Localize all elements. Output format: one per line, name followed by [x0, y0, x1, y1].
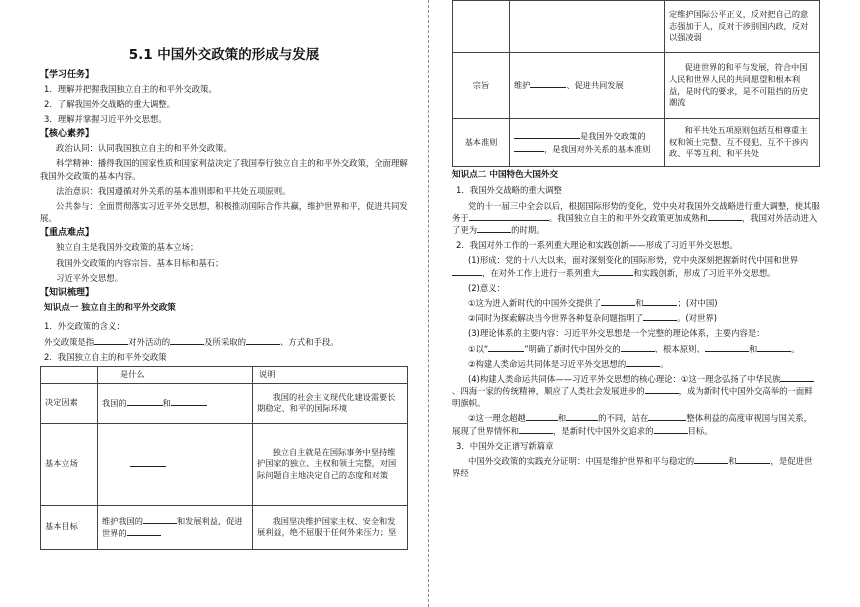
text-fragment: ①这为进入新时代的中国外交提供了	[467, 297, 602, 308]
paragraph	[452, 455, 820, 479]
table-row	[41, 423, 408, 505]
fill-blank[interactable]	[757, 343, 791, 352]
paragraph: (2)意义：	[467, 282, 505, 293]
row-label: 决定因素	[41, 383, 98, 423]
text-fragment: ，是我国对外关系的基本准则	[544, 143, 651, 154]
row-label: 宗旨	[453, 53, 510, 119]
text-fragment: 外交政策是指	[44, 336, 95, 347]
fill-blank[interactable]	[519, 425, 553, 434]
fill-blank[interactable]	[469, 212, 549, 221]
text-fragment: 对外活动的	[128, 336, 171, 347]
subsection-1: 1．我国外交战略的重大调整	[456, 185, 562, 196]
fill-blank[interactable]	[566, 412, 598, 421]
text-fragment: ②同时为探索解决当今世界各种复杂问题指明了	[467, 313, 643, 324]
text-fragment: 、四海一家的传统精神，顺应了人类社会发展进步的	[452, 386, 645, 397]
fill-blank[interactable]	[526, 412, 558, 421]
header-label: 是什么	[120, 369, 145, 380]
row-what	[510, 53, 665, 119]
fill-blank[interactable]	[643, 297, 677, 306]
literacy-item: 科学精神：播得我国的国家性质和国家利益决定了我国奉行独立自主的和平外交政策，全面理解我国外交政策的基本内容。	[40, 158, 408, 181]
text-fragment: 和实践创新，形成了习近平外交思想。	[633, 267, 776, 278]
fill-blank[interactable]	[645, 385, 679, 394]
column-divider	[428, 0, 429, 607]
row-label: 基本目标	[41, 505, 98, 549]
subsection-3: 3．中国外交正谱写新篇章	[456, 440, 554, 451]
text-fragment: 和	[748, 343, 758, 354]
fill-blank[interactable]	[127, 397, 163, 406]
text-fragment: 和	[635, 297, 644, 308]
row-label	[453, 1, 510, 53]
text-fragment: (1)形成：党的十八大以来，面对深刻变化的国际形势，党中央深刻把握新时代中国和世界	[467, 255, 799, 266]
page-title: 5.1 中国外交政策的形成与发展	[128, 47, 320, 63]
paragraph	[452, 373, 820, 410]
row-what	[98, 423, 253, 505]
knowledge-point-2-title: 知识点二 中国特色大国外交	[452, 170, 559, 180]
fill-blank[interactable]	[171, 397, 207, 406]
fill-blank[interactable]	[170, 336, 204, 345]
table-row	[453, 53, 820, 119]
paragraph	[452, 297, 820, 309]
table-row	[453, 1, 820, 53]
fill-blank[interactable]	[514, 143, 544, 152]
keypoint-item: 习近平外交思想。	[55, 272, 123, 283]
fill-blank[interactable]	[736, 455, 770, 464]
text-fragment: ①以“	[467, 343, 489, 354]
text-fragment: 和	[728, 456, 737, 467]
left-column	[40, 0, 408, 550]
knowledge-point-1-title: 知识点一 独立自主的和平外交政策	[44, 303, 176, 313]
text-fragment: ，成为新时代中国外交高举的一面鲜明旗帜。	[452, 386, 813, 409]
fill-blank[interactable]	[599, 267, 633, 276]
fill-blank[interactable]	[127, 527, 161, 536]
text-fragment: ；(对中国)	[677, 297, 718, 308]
paragraph	[452, 412, 820, 436]
keypoint-item: 独立自主是我国外交政策的基本立场；	[55, 242, 199, 253]
fill-blank[interactable]	[530, 79, 566, 88]
text-fragment: 。我国独立自主的和平外交政策更加成熟和	[548, 212, 708, 223]
paragraph: (3)理论体系的主要内容：习近平外交思想是一个完整的理论体系，主要内容是：	[467, 328, 765, 339]
text-fragment: 。	[791, 343, 800, 354]
fill-blank[interactable]	[488, 343, 524, 352]
text-fragment: 。	[660, 358, 669, 369]
question-1-text	[40, 336, 408, 348]
text-fragment: 和发展利益，促进世界的	[102, 515, 243, 539]
paragraph	[452, 312, 820, 324]
question-1-label: 1．外交政策的含义：	[44, 321, 125, 332]
section-core-literacy: 【核心素养】	[40, 129, 95, 140]
literacy-item: 公共参与：全面贯彻落实习近平外交思想，积极推动国际合作共赢，维护世界和平，促进共同发展。	[40, 200, 408, 224]
text-fragment: 、促进共同发展	[566, 80, 624, 91]
fill-blank[interactable]	[246, 336, 280, 345]
paragraph	[452, 358, 820, 370]
section-learning-tasks: 【学习任务】	[40, 69, 95, 80]
paragraph	[452, 343, 820, 355]
right-column	[452, 0, 820, 482]
literacy-item: 政治认同：认同我国独立自主的和平外交政策。	[55, 143, 232, 154]
text-fragment: ，我国对外活动进入了更为	[452, 212, 818, 236]
text-fragment: 及所采取的	[204, 336, 246, 347]
table-header-what	[98, 367, 253, 384]
text-fragment: 的不同，站在	[598, 413, 649, 424]
fill-blank[interactable]	[621, 343, 655, 352]
text-fragment: 维护我国的	[102, 515, 143, 526]
text-fragment: ”明确了新时代中国外交的	[524, 343, 621, 354]
row-desc: 我国坚决维护国家主权、安全和发展利益，绝不屈服于任何外来压力；坚	[253, 505, 408, 549]
text-fragment: ，是促进世界经	[452, 456, 813, 479]
table-row	[453, 119, 820, 167]
row-desc: 我国的社会主义现代化建设需要长期稳定、和平的国际环境	[253, 383, 408, 423]
text-fragment: 我国的	[102, 397, 127, 408]
row-desc: 和平共处五项原则包括互相尊重主权和领土完整、互不侵犯、互不干涉内政、平等互利、和平共处	[665, 119, 820, 167]
text-fragment: ②这一理念超越	[467, 413, 526, 424]
table-row	[41, 505, 408, 549]
row-what	[510, 119, 665, 167]
task-item: 2．了解我国外交战略的重大调整。	[44, 98, 175, 109]
fill-blank[interactable]	[477, 224, 511, 233]
row-what	[510, 1, 665, 53]
question-2-label: 2．我国独立自主的和平外交政策	[44, 351, 167, 362]
text-fragment: ，在对外工作上进行一系列重大	[482, 267, 600, 278]
text-fragment: 和	[557, 413, 567, 424]
row-desc: 独立自主就是在国际事务中坚持维护国家的独立、主权和领土完整，对国际问题自主地决定自己的态度和对策	[253, 423, 408, 505]
text-fragment: 党的十一届三中全会以后，根据国际形势的变化，党中央对我国外交战略进行重大调整，使其服务于	[452, 200, 820, 223]
table-header-empty	[41, 367, 98, 384]
fill-blank[interactable]	[705, 343, 749, 352]
table-row	[41, 383, 408, 423]
text-fragment: ②构建人类命运共同体是习近平外交思想的	[467, 358, 627, 369]
fill-blank[interactable]	[94, 336, 128, 345]
task-item: 3．理解并掌握习近平外交思想。	[44, 113, 167, 124]
keypoint-item: 我国外交政策的内容宗旨、基本目标和基石；	[55, 257, 224, 268]
row-desc: 定维护国际公平正义，反对把自己的意志强加于人，反对干涉别国内政，反对以强凌弱	[665, 1, 820, 53]
subsection-2: 2．我国对外工作的一系列重大理论和实践创新——形成了习近平外交思想。	[456, 240, 738, 251]
text-fragment: 中国外交政策的实践充分证明：中国是维护世界和平与稳定的	[467, 456, 695, 467]
row-label: 基本准则	[453, 119, 510, 167]
policy-table	[40, 366, 408, 550]
text-fragment: 维护	[514, 80, 531, 91]
text-fragment: 的时期。	[511, 225, 545, 236]
fill-blank[interactable]	[654, 425, 688, 434]
literacy-item: 法治意识：我国遵循对外关系的基本准则即和平共处五项原则。	[55, 185, 291, 196]
header-label: 说明	[259, 369, 276, 380]
text-fragment: 整体利益的高度审视国与国关系，展现了世界情怀和	[452, 413, 812, 436]
fill-blank[interactable]	[601, 297, 635, 306]
text-fragment: ，是新时代中国外交追求的	[553, 425, 654, 436]
section-key-points: 【重点难点】	[40, 228, 95, 239]
fill-blank[interactable]	[648, 412, 686, 421]
text-fragment: 、根本原则、	[654, 343, 705, 354]
fill-blank[interactable]	[452, 267, 482, 276]
text-fragment: 目标。	[687, 425, 713, 436]
fill-blank[interactable]	[130, 458, 166, 467]
text-fragment: 是我国外交政策的	[580, 130, 646, 141]
row-desc: 促进世界的和平与发展，符合中国人民和世界人民的共同愿望和根本利益，是时代的要求，是不可阻挡的历史潮流	[665, 53, 820, 119]
fill-blank[interactable]	[514, 130, 580, 139]
fill-blank[interactable]	[694, 455, 728, 464]
text-fragment: 、方式和手段。	[280, 336, 339, 347]
table-header-desc	[253, 367, 408, 384]
section-knowledge: 【知识梳理】	[40, 287, 95, 298]
table-header-row	[41, 367, 408, 384]
policy-table-continued	[452, 0, 820, 167]
fill-blank[interactable]	[708, 212, 742, 221]
paragraph	[452, 200, 820, 237]
row-what	[98, 505, 253, 549]
fill-blank[interactable]	[780, 373, 814, 382]
fill-blank[interactable]	[626, 358, 660, 367]
task-item: 1．理解并把握我国独立自主的和平外交政策。	[44, 83, 217, 94]
text-fragment: 和	[162, 397, 171, 408]
row-label: 基本立场	[41, 423, 98, 505]
paragraph	[452, 254, 820, 278]
text-fragment: (4)构建人类命运共同体——习近平外交思想的核心理论：①这一理念弘扬了中华民族	[467, 373, 781, 384]
text-fragment: 。(对世界)	[676, 313, 718, 324]
fill-blank[interactable]	[143, 515, 177, 524]
fill-blank[interactable]	[643, 312, 677, 321]
row-what	[98, 383, 253, 423]
